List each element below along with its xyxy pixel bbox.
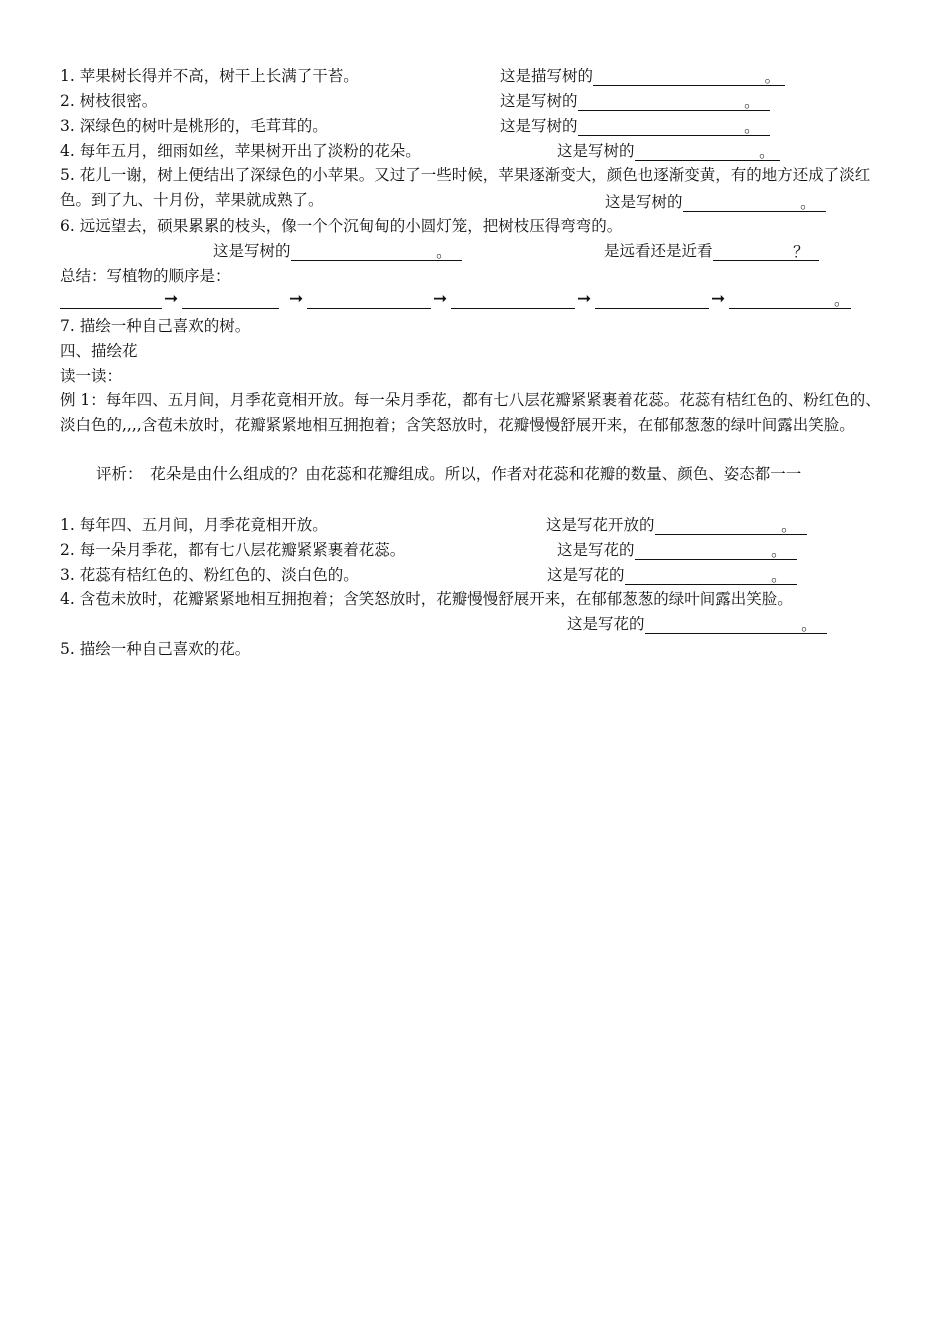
sequence-blank-3[interactable] bbox=[307, 290, 431, 309]
tree-item-5: 5. 花儿一谢，树上便结出了深绿色的小苹果。又过了一些时候，苹果逐渐变大，颜色也逐渐变黄，有的地方还成了淡红色。到了九、十月份，苹果就成熟了。 bbox=[60, 166, 871, 209]
arrow-right-icon: ➞ bbox=[433, 289, 448, 309]
answer-blank[interactable]: 。 bbox=[625, 566, 797, 585]
tree-item-6: 6. 远远望去，硕果累累的枝头，像一个个沉甸甸的小圆灯笼，把树枝压得弯弯的。 bbox=[60, 217, 623, 235]
flower-item-2: 2. 每一朵月季花，都有七八层花瓣紧紧裹着花蕊。 bbox=[60, 541, 406, 559]
answer-blank[interactable]: 。 bbox=[635, 142, 780, 161]
section-heading-flower: 四、描绘花 bbox=[60, 342, 138, 360]
prompt-label: 这是写树的 bbox=[500, 92, 578, 110]
tree-item-6-distance-prompt bbox=[604, 241, 819, 261]
prompt-label: 这是写树的 bbox=[213, 242, 291, 260]
answer-blank[interactable]: 。 bbox=[655, 516, 807, 535]
answer-blank[interactable]: 。 bbox=[645, 615, 827, 634]
summary-label: 总结：写植物的顺序是： bbox=[60, 267, 231, 285]
sequence-blank-6[interactable] bbox=[729, 290, 851, 309]
tree-item-3: 3. 深绿色的树叶是桃形的，毛茸茸的。 bbox=[60, 117, 328, 135]
flower-item-2-prompt bbox=[557, 540, 797, 560]
flower-item-4: 4. 含苞未放时，花瓣紧紧地相互拥抱着；含笑怒放时，花瓣慢慢舒展开来，在郁郁葱葱的绿叶间露出笑脸。 bbox=[60, 590, 793, 608]
prompt-label: 这是写花的 bbox=[547, 566, 625, 584]
tree-item-4: 4. 每年五月，细雨如丝，苹果树开出了淡粉的花朵。 bbox=[60, 142, 421, 160]
sequence-blank-5[interactable] bbox=[595, 290, 709, 309]
sequence-blank-2[interactable] bbox=[182, 290, 279, 309]
tree-item-6-prompt bbox=[213, 241, 462, 261]
answer-blank[interactable]: 。 bbox=[593, 67, 785, 86]
flower-item-1: 1. 每年四、五月间，月季花竟相开放。 bbox=[60, 516, 328, 534]
prompt-label: 这是写花的 bbox=[567, 615, 645, 633]
tree-item-2: 2. 树枝很密。 bbox=[60, 92, 158, 110]
task-5: 5. 描绘一种自己喜欢的花。 bbox=[60, 640, 251, 658]
prompt-label: 这是描写树的 bbox=[500, 67, 594, 85]
tree-item-5-prompt bbox=[605, 192, 826, 212]
prompt-label: 是远看还是近看 bbox=[604, 242, 713, 260]
flower-item-3-prompt bbox=[547, 565, 797, 585]
prompt-label: 这是写树的 bbox=[557, 142, 635, 160]
prompt-label: 这是写花开放的 bbox=[546, 516, 655, 534]
flower-item-1-prompt bbox=[546, 515, 807, 535]
answer-blank[interactable]: 。 bbox=[578, 117, 770, 136]
answer-blank[interactable]: ？ bbox=[713, 242, 819, 261]
answer-blank[interactable]: 。 bbox=[578, 92, 770, 111]
answer-blank[interactable]: 。 bbox=[683, 193, 826, 212]
read-label: 读一读： bbox=[60, 367, 123, 385]
prompt-label: 这是写树的 bbox=[500, 117, 578, 135]
arrow-right-icon: ➞ bbox=[711, 289, 726, 309]
example-1: 例 1：每年四、五月间，月季花竟相开放。每一朵月季花，都有七八层花瓣紧紧裹着花蕊。花蕊有桔红色的、粉红色的、淡白色的,,,,含苞未放时，花瓣紧紧地相互拥抱着；含笑怒放时，花瓣慢慢舒展开来，在郁郁葱葱的绿叶间露出笑脸。 bbox=[60, 391, 881, 434]
prompt-label: 这是写花的 bbox=[557, 541, 635, 559]
tree-item-2-prompt bbox=[500, 91, 770, 111]
arrow-right-icon: ➞ bbox=[164, 289, 179, 309]
flower-item-3: 3. 花蕊有桔红色的、粉红色的、淡白色的。 bbox=[60, 566, 359, 584]
tree-item-3-prompt bbox=[500, 116, 770, 136]
answer-blank[interactable]: 。 bbox=[291, 242, 462, 261]
sequence-end: 。 bbox=[834, 291, 850, 309]
tree-item-1-prompt bbox=[500, 66, 785, 86]
tree-item-1: 1. 苹果树长得并不高，树干上长满了干苔。 bbox=[60, 67, 359, 85]
task-7: 7. 描绘一种自己喜欢的树。 bbox=[60, 317, 251, 335]
answer-blank[interactable]: 。 bbox=[635, 541, 797, 560]
arrow-right-icon: ➞ bbox=[577, 289, 592, 309]
sequence-blank-4[interactable] bbox=[451, 290, 575, 309]
prompt-label: 这是写树的 bbox=[605, 193, 683, 211]
analysis: 评析： 花朵是由什么组成的？由花蕊和花瓣组成。所以，作者对花蕊和花瓣的数量、颜色、姿态都一一 bbox=[96, 465, 802, 483]
tree-item-4-prompt bbox=[557, 141, 780, 161]
arrow-right-icon: ➞ bbox=[289, 289, 304, 309]
flower-item-4-prompt bbox=[567, 614, 827, 634]
sequence-blank-1[interactable] bbox=[60, 290, 162, 309]
